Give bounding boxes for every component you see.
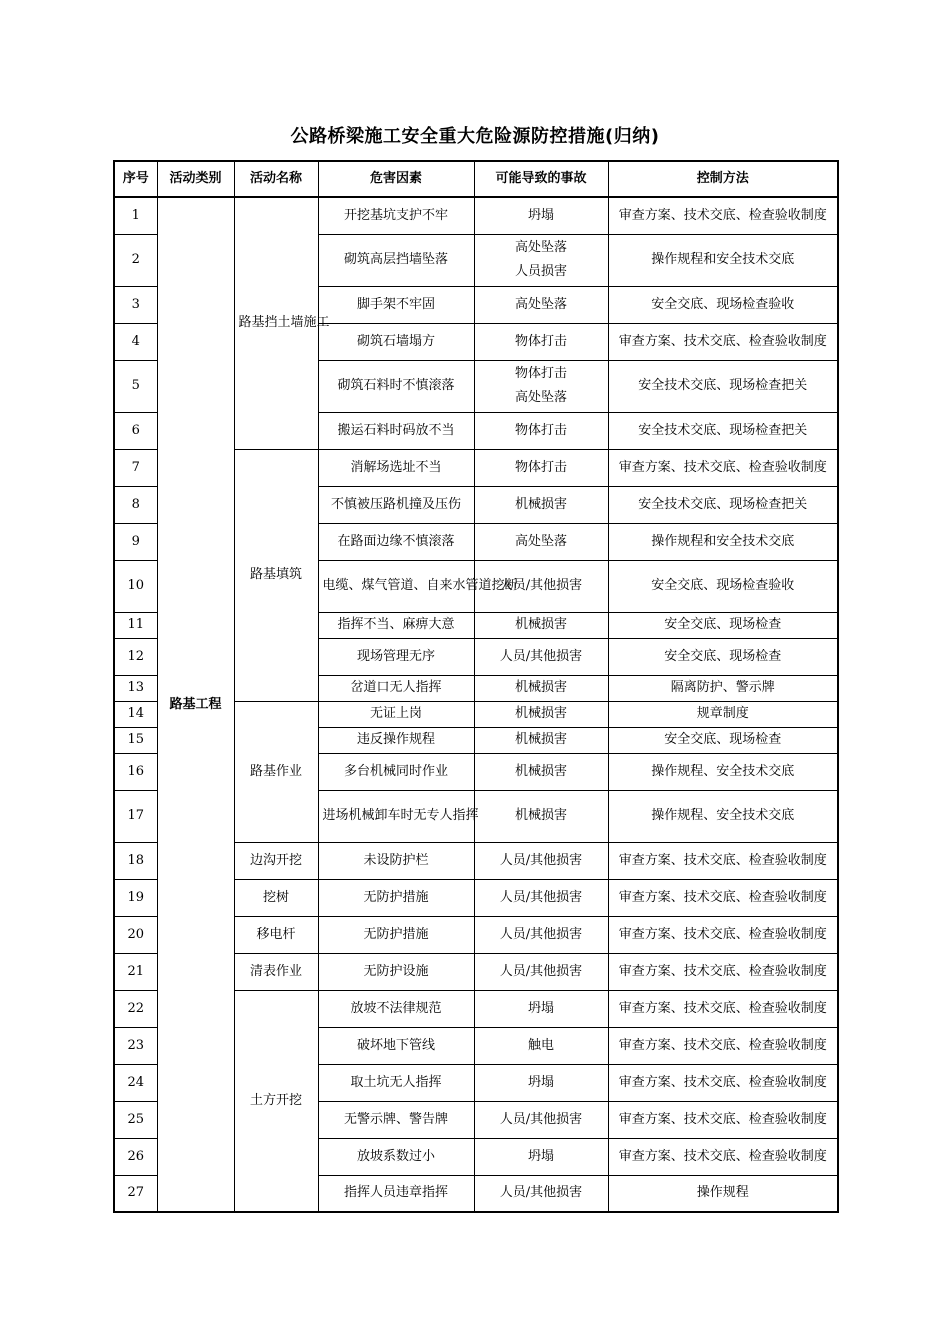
header-cell: 活动名称 [234,161,318,197]
hazard-cell: 岔道口无人指挥 [318,675,474,701]
row-number-cell: 16 [114,753,157,790]
control-method-cell: 审查方案、技术交底、检查验收制度 [608,879,838,916]
accident-cell: 物体打击 [474,449,608,486]
row-number-cell: 15 [114,727,157,753]
accident-cell: 机械损害 [474,486,608,523]
row-number-cell: 23 [114,1027,157,1064]
table-row [114,197,838,234]
hazard-cell: 不慎被压路机撞及压伤 [318,486,474,523]
row-number-cell: 5 [114,360,157,412]
activity-name-cell: 挖树 [234,879,318,916]
row-number-cell: 26 [114,1138,157,1175]
hazard-cell: 砌筑高层挡墙坠落 [318,234,474,286]
accident-cell: 机械损害 [474,790,608,842]
control-method-cell: 审查方案、技术交底、检查验收制度 [608,1138,838,1175]
hazard-cell: 未设防护栏 [318,842,474,879]
row-number-cell: 19 [114,879,157,916]
accident-cell: 高处坠落 [474,523,608,560]
hazard-cell: 指挥不当、麻痹大意 [318,612,474,638]
control-method-cell: 操作规程 [608,1175,838,1212]
header-cell: 活动类别 [157,161,234,197]
header-cell: 序号 [114,161,157,197]
hazard-cell: 进场机械卸车时无专人指挥 [318,790,474,842]
row-number-cell: 6 [114,412,157,449]
control-method-cell: 操作规程、安全技术交底 [608,790,838,842]
hazard-cell: 无防护措施 [318,879,474,916]
activity-name-cell: 边沟开挖 [234,842,318,879]
accident-cell: 物体打击 [474,412,608,449]
control-method-cell: 安全技术交底、现场检查把关 [608,412,838,449]
control-method-cell: 安全交底、现场检查验收 [608,286,838,323]
accident-cell: 人员/其他损害 [474,953,608,990]
accident-cell: 人员/其他损害 [474,842,608,879]
row-number-cell: 10 [114,560,157,612]
hazard-cell: 现场管理无序 [318,638,474,675]
hazard-cell: 电缆、煤气管道、自来水管道挖断 [318,560,474,612]
accident-cell: 坍塌 [474,1138,608,1175]
control-method-cell: 审查方案、技术交底、检查验收制度 [608,916,838,953]
activity-name-cell: 清表作业 [234,953,318,990]
hazard-cell: 搬运石料时码放不当 [318,412,474,449]
row-number-cell: 11 [114,612,157,638]
row-number-cell: 17 [114,790,157,842]
row-number-cell: 9 [114,523,157,560]
accident-cell: 坍塌 [474,1064,608,1101]
accident-cell: 人员/其他损害 [474,879,608,916]
activity-name-cell: 路基挡土墙施工 [234,197,318,449]
accident-cell: 机械损害 [474,753,608,790]
hazard-cell: 在路面边缘不慎滚落 [318,523,474,560]
hazard-cell: 消解场选址不当 [318,449,474,486]
control-method-cell: 审查方案、技术交底、检查验收制度 [608,990,838,1027]
accident-cell: 机械损害 [474,675,608,701]
row-number-cell: 25 [114,1101,157,1138]
activity-name-cell: 路基填筑 [234,449,318,701]
hazard-cell: 破坏地下管线 [318,1027,474,1064]
row-number-cell: 24 [114,1064,157,1101]
header-cell: 控制方法 [608,161,838,197]
row-number-cell: 12 [114,638,157,675]
control-method-cell: 操作规程、安全技术交底 [608,753,838,790]
accident-cell: 物体打击 [474,323,608,360]
hazard-cell: 放坡不法律规范 [318,990,474,1027]
control-method-cell: 安全技术交底、现场检查把关 [608,360,838,412]
activity-name-cell: 移电杆 [234,916,318,953]
control-method-cell: 审查方案、技术交底、检查验收制度 [608,1101,838,1138]
row-number-cell: 7 [114,449,157,486]
control-method-cell: 安全交底、现场检查验收 [608,560,838,612]
row-number-cell: 1 [114,197,157,234]
control-method-cell: 操作规程和安全技术交底 [608,523,838,560]
accident-cell: 人员/其他损害 [474,1175,608,1212]
control-method-cell: 审查方案、技术交底、检查验收制度 [608,1027,838,1064]
accident-cell: 高处坠落 [474,286,608,323]
control-method-cell: 审查方案、技术交底、检查验收制度 [608,842,838,879]
accident-cell: 人员/其他损害 [474,916,608,953]
control-method-cell: 安全技术交底、现场检查把关 [608,486,838,523]
hazard-cell: 指挥人员违章指挥 [318,1175,474,1212]
activity-name-cell: 土方开挖 [234,990,318,1212]
hazard-cell: 违反操作规程 [318,727,474,753]
hazard-cell: 无警示牌、警告牌 [318,1101,474,1138]
accident-cell: 触电 [474,1027,608,1064]
accident-cell: 人员/其他损害 [474,638,608,675]
control-method-cell: 安全交底、现场检查 [608,612,838,638]
control-method-cell: 审查方案、技术交底、检查验收制度 [608,323,838,360]
accident-cell: 机械损害 [474,612,608,638]
accident-cell: 机械损害 [474,701,608,727]
row-number-cell: 14 [114,701,157,727]
table-body [114,197,838,1212]
row-number-cell: 18 [114,842,157,879]
activity-name-cell: 路基作业 [234,701,318,842]
row-number-cell: 27 [114,1175,157,1212]
control-method-cell: 审查方案、技术交底、检查验收制度 [608,449,838,486]
page-title: 公路桥梁施工安全重大危险源防控措施(归纳) [290,126,660,147]
hazard-cell: 无防护设施 [318,953,474,990]
control-method-cell: 审查方案、技术交底、检查验收制度 [608,1064,838,1101]
row-number-cell: 8 [114,486,157,523]
accident-cell: 机械损害 [474,727,608,753]
hazard-cell: 放坡系数过小 [318,1138,474,1175]
header-cell: 危害因素 [318,161,474,197]
control-method-cell: 审查方案、技术交底、检查验收制度 [608,953,838,990]
control-method-cell: 隔离防护、警示牌 [608,675,838,701]
hazard-table [113,160,839,1213]
row-number-cell: 22 [114,990,157,1027]
row-number-cell: 13 [114,675,157,701]
table-header-row [114,161,838,197]
accident-cell: 人员/其他损害 [474,560,608,612]
row-number-cell: 21 [114,953,157,990]
hazard-cell: 脚手架不牢固 [318,286,474,323]
header-cell: 可能导致的事故 [474,161,608,197]
hazard-cell: 开挖基坑支护不牢 [318,197,474,234]
hazard-cell: 砌筑石料时不慎滚落 [318,360,474,412]
hazard-cell: 砌筑石墙塌方 [318,323,474,360]
accident-cell: 物体打击 高处坠落 [474,360,608,412]
row-number-cell: 3 [114,286,157,323]
row-number-cell: 2 [114,234,157,286]
accident-cell: 高处坠落 人员损害 [474,234,608,286]
hazard-cell: 无防护措施 [318,916,474,953]
hazard-cell: 无证上岗 [318,701,474,727]
control-method-cell: 审查方案、技术交底、检查验收制度 [608,197,838,234]
control-method-cell: 规章制度 [608,701,838,727]
control-method-cell: 安全交底、现场检查 [608,638,838,675]
accident-cell: 坍塌 [474,990,608,1027]
hazard-cell: 取土坑无人指挥 [318,1064,474,1101]
accident-cell: 人员/其他损害 [474,1101,608,1138]
control-method-cell: 操作规程和安全技术交底 [608,234,838,286]
control-method-cell: 安全交底、现场检查 [608,727,838,753]
row-number-cell: 4 [114,323,157,360]
accident-cell: 坍塌 [474,197,608,234]
row-number-cell: 20 [114,916,157,953]
hazard-cell: 多台机械同时作业 [318,753,474,790]
activity-category-cell: 路基工程 [157,197,234,1212]
